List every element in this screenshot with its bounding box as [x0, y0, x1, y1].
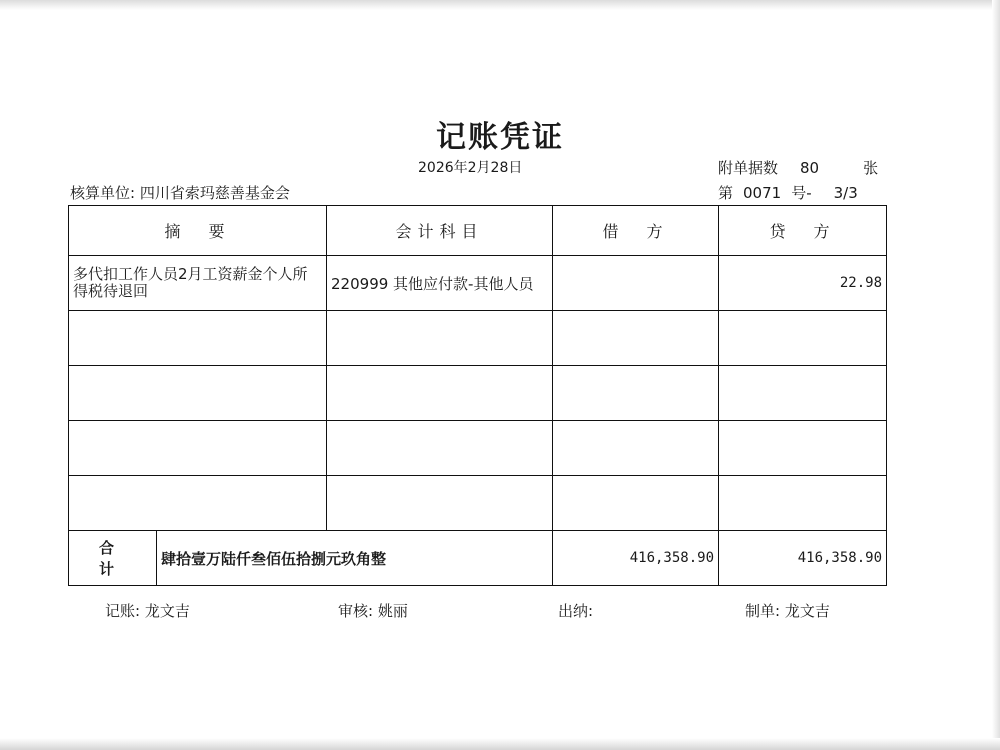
preparer-name: 龙文吉 [784, 602, 830, 620]
header-debit: 借 方 [553, 206, 719, 256]
attachments-unit: 张 [863, 159, 879, 177]
row-debit [553, 256, 719, 311]
footer-preparer [745, 600, 830, 621]
voucher-number [718, 182, 898, 203]
unit-label: 核算单位: [70, 184, 136, 202]
row-debit [553, 476, 719, 531]
preparer-label: 制单: [745, 602, 781, 620]
table-row [69, 256, 887, 311]
total-label: 合 计 [69, 531, 157, 586]
number-value: 0071 [743, 184, 782, 202]
row-account [327, 476, 553, 531]
row-summary [69, 421, 327, 476]
page-indicator: 3/3 [833, 184, 858, 202]
table-row [69, 421, 887, 476]
scan-edge-bottom [0, 738, 1000, 750]
row-account [327, 366, 553, 421]
row-debit [553, 311, 719, 366]
bookkeeper-label: 记账: [105, 602, 141, 620]
row-summary [69, 311, 327, 366]
total-debit: 416,358.90 [553, 531, 719, 586]
row-credit [719, 476, 887, 531]
attachments-count: 80 [800, 159, 820, 177]
table-row [69, 311, 887, 366]
row-summary: 多代扣工作人员2月工资薪金个人所得税待退回 [69, 256, 327, 311]
header-credit: 贷 方 [719, 206, 887, 256]
table-row [69, 366, 887, 421]
row-credit: 22.98 [719, 256, 887, 311]
number-prefix: 第 [718, 184, 734, 202]
reviewer-label: 审核: [338, 602, 374, 620]
attachments-label: 附单据数 [718, 159, 779, 177]
header-account: 会计科目 [327, 206, 553, 256]
voucher-title: 记账凭证 [436, 120, 564, 155]
footer-bookkeeper [105, 600, 190, 621]
voucher-table [68, 205, 887, 586]
table-row [69, 476, 887, 531]
voucher-date: 2026年2月28日 [418, 160, 523, 176]
row-account: 220999 其他应付款-其他人员 [327, 256, 553, 311]
row-debit [553, 421, 719, 476]
total-credit: 416,358.90 [719, 531, 887, 586]
row-summary [69, 476, 327, 531]
total-amount-in-words: 肆拾壹万陆仟叁佰伍拾捌元玖角整 [157, 531, 553, 586]
row-account [327, 421, 553, 476]
row-credit [719, 366, 887, 421]
number-suffix: 号- [791, 184, 812, 202]
bookkeeper-name: 龙文吉 [144, 602, 190, 620]
footer-reviewer [338, 600, 408, 621]
attachments-info [718, 157, 898, 178]
footer-cashier [558, 600, 593, 621]
row-summary [69, 366, 327, 421]
cashier-label: 出纳: [558, 602, 594, 620]
row-credit [719, 311, 887, 366]
row-account [327, 311, 553, 366]
row-debit [553, 366, 719, 421]
scan-edge-top [0, 0, 1000, 10]
header-row [69, 206, 887, 256]
accounting-unit [70, 182, 290, 203]
row-credit [719, 421, 887, 476]
unit-name: 四川省索玛慈善基金会 [139, 184, 290, 202]
header-summary: 摘 要 [69, 206, 327, 256]
reviewer-name: 姚丽 [377, 602, 408, 620]
total-row [69, 531, 887, 586]
